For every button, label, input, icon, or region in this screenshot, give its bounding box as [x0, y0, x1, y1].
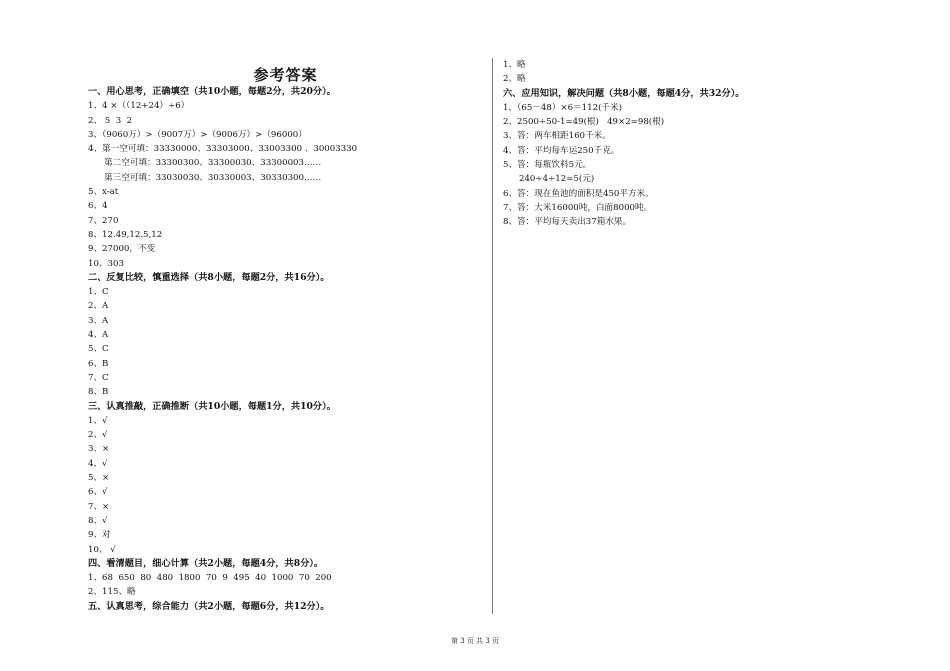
answer-line: 7、答：大米16000吨，白面8000吨。 — [503, 202, 653, 213]
answer-line: 3、（9060万）>（9007万）>（9006万）>（96000） — [88, 129, 307, 140]
answer-line: 6、√ — [88, 487, 108, 498]
left-answer-column — [88, 85, 483, 614]
answer-line: 4、A — [88, 330, 109, 341]
answer-line: 2、略 — [503, 74, 526, 85]
answer-line: 1、68 650 80 480 1800 70 9 495 40 1000 70 200 — [88, 573, 332, 584]
answer-line: 8、B — [88, 387, 109, 398]
answer-line: 2、2500÷50-1=49(根) 49×2=98(根) — [503, 117, 665, 128]
section-heading: 三、认真推敲，正确推断（共10小题，每题1分，共10分）。 — [88, 400, 336, 412]
answer-line: 3、× — [88, 444, 110, 455]
answer-line: 2、115、略 — [88, 587, 136, 598]
answer-line: 2、√ — [88, 430, 108, 441]
answer-line: 7、C — [88, 372, 109, 383]
answer-line: 4、答：平均每车运250千克。 — [503, 145, 620, 156]
page-title: 参考答案 — [253, 66, 318, 84]
answer-line: 4、第一空可填：33330000、33303000、33003300 、30003330 — [88, 144, 358, 155]
answer-line: 5、C — [88, 344, 109, 355]
answer-line: 6、B — [88, 358, 109, 369]
answer-line: 7、270 — [88, 215, 119, 226]
column-divider — [492, 58, 493, 614]
answer-line: 7、× — [88, 501, 110, 512]
answer-line: 3、A — [88, 315, 109, 326]
answer-line: 1、C — [88, 287, 109, 298]
section-heading: 六、应用知识，解决问题（共8小题，每题4分，共32分）。 — [503, 87, 745, 99]
section-heading: 四、看清题目，细心计算（共2小题，每题4分，共8分）。 — [88, 557, 324, 569]
answer-line: 240÷4÷12=5(元) — [519, 174, 595, 185]
answer-line: 5、x-at — [88, 187, 119, 198]
answer-line: 1、（65－48）×6＝112(千米) — [503, 102, 622, 113]
answer-line: 第三空可填：33030030、30330003、30330300…… — [104, 172, 322, 183]
answer-line: 5、× — [88, 473, 110, 484]
section-heading: 五、认真思考，综合能力（共2小题，每题6分，共12分）。 — [88, 600, 330, 612]
answer-line: 6、答：现在鱼池的面积是450平方米。 — [503, 188, 654, 199]
answer-line: 9、对 — [88, 530, 111, 541]
answer-line: 1、√ — [88, 415, 108, 426]
answer-line: 第二空可填：33300300、33300030、33300003…… — [104, 158, 322, 169]
answer-line: 1、略 — [503, 60, 526, 70]
answer-line: 4、√ — [88, 458, 108, 469]
answer-line: 8、√ — [88, 515, 108, 526]
answer-line: 10、 √ — [88, 544, 116, 555]
answer-line: 2、A — [88, 301, 109, 312]
answer-line: 2、 5 3 2 — [88, 115, 133, 126]
answer-line: 1、4 ×（（12+24）÷6） — [88, 101, 190, 112]
answer-line: 3、答：两车相距160千米。 — [503, 131, 611, 142]
answer-line: 10、303 — [88, 258, 124, 269]
answer-line: 9、27000，不变 — [88, 244, 156, 255]
page-footer: 第 3 页 共 3 页 — [450, 637, 500, 645]
answer-line: 5、答：每瓶饮料5元。 — [503, 160, 592, 171]
section-heading: 二、反复比较，慎重选择（共8小题，每题2分，共16分）。 — [88, 271, 330, 283]
answer-line: 8、答：平均每天卖出37箱水果。 — [503, 217, 632, 228]
answer-line: 6、4 — [88, 201, 108, 212]
section-heading: 一、用心思考，正确填空（共10小题，每题2分，共20分）。 — [88, 86, 336, 97]
right-answer-column — [503, 58, 883, 230]
answer-line: 8、12.49,12.5,12 — [88, 229, 163, 240]
